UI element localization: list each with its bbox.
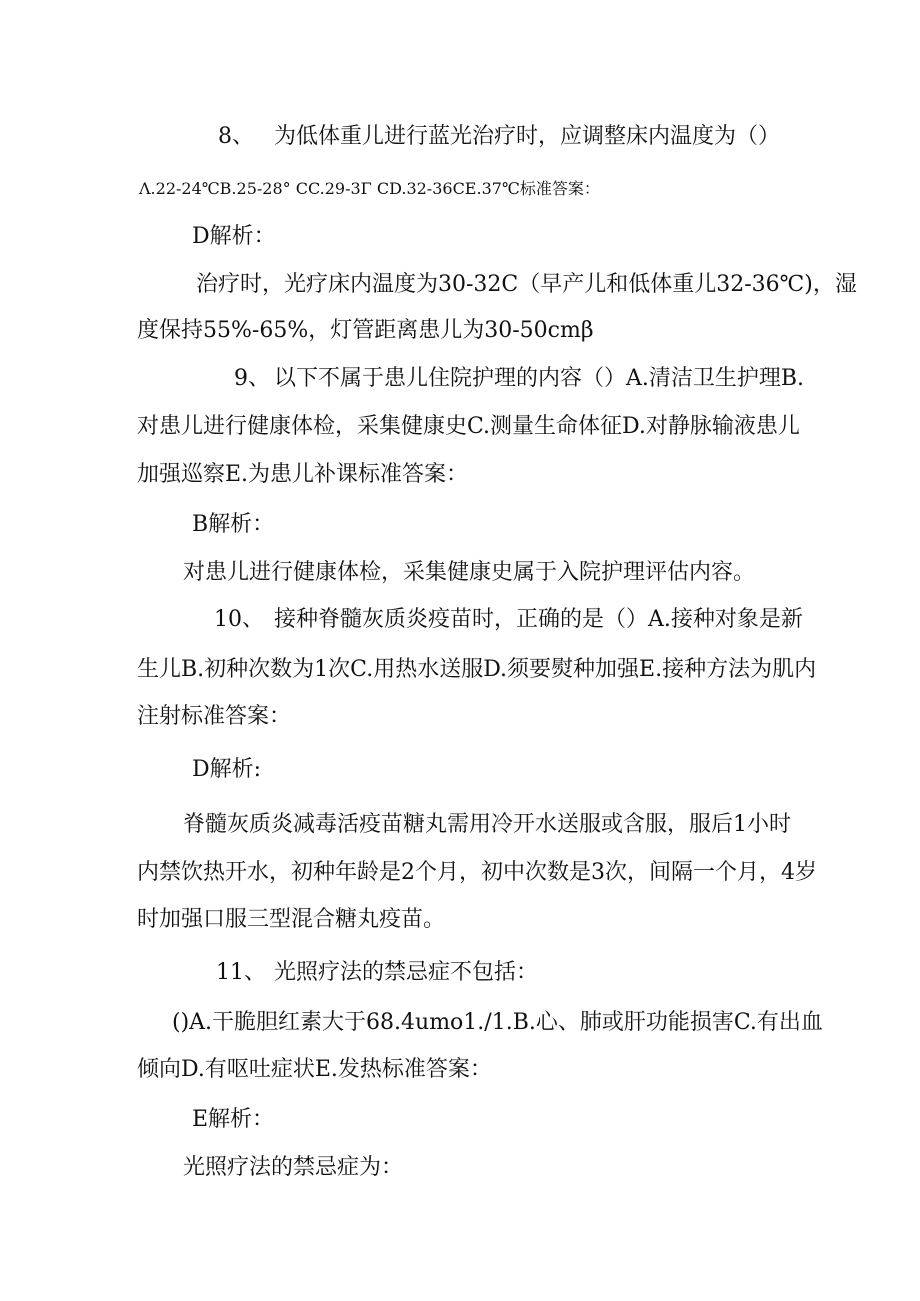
q11-explanation: 光照疗法的禁忌症为： bbox=[183, 1155, 404, 1180]
q8-answer: D解析： bbox=[192, 224, 276, 249]
q9-stem-line-1: 以下不属于患儿住院护理的内容（）A.清洁卫生护理B. bbox=[274, 366, 805, 391]
q11-stem: 光照疗法的禁忌症不包括： bbox=[274, 960, 539, 985]
q10-stem-line-3: 注射标准答案： bbox=[137, 704, 292, 729]
q8-options: Λ.22-24℃B.25-28° CC.29-3Γ CD.32-36CE.37℃标准答案： bbox=[139, 179, 600, 198]
q10-explanation-line-1: 脊髓灰质炎减毒活疫苗糖丸需用冷开水送服或含服，服后1小时 bbox=[183, 812, 791, 837]
q8-number: 8、 bbox=[218, 124, 254, 149]
q10-explanation-line-3: 时加强口服三型混合糖丸疫苗。 bbox=[137, 907, 446, 932]
q8-explanation-line-1: 治疗时，光疗床内温度为30-32C（早产儿和低体重儿32-36℃)，湿 bbox=[196, 272, 857, 297]
q9-number: 9、 bbox=[234, 366, 270, 391]
q10-stem-line-1: 接种脊髓灰质炎疫苗时，正确的是（）A.接种对象是新 bbox=[274, 607, 803, 632]
q9-answer: B解析： bbox=[192, 512, 275, 537]
q10-number: 10、 bbox=[214, 607, 264, 632]
q11-number: 11、 bbox=[216, 960, 266, 985]
q11-options-line-2: 倾向D.有呕吐症状E.发热标准答案： bbox=[137, 1057, 492, 1082]
q10-explanation-line-2: 内禁饮热开水，初种年龄是2个月，初中次数是3次，间隔一个月，4岁 bbox=[137, 860, 817, 885]
q9-stem-line-3: 加强巡察E.为患儿补课标准答案： bbox=[137, 462, 469, 487]
q9-stem-line-2: 对患儿进行健康体检，采集健康史C.测量生命体征D.对静脉输液患儿 bbox=[137, 414, 800, 439]
q10-stem-line-2: 生儿B.初种次数为1次C.用热水送服D.须要熨种加强E.接种方法为肌内 bbox=[137, 657, 817, 682]
q11-answer: E解析： bbox=[192, 1107, 275, 1132]
q9-explanation: 对患儿进行健康体检，采集健康史属于入院护理评估内容。 bbox=[183, 560, 756, 585]
q11-options-line-1: ()A.干脆胆红素大于68.4umo1./1.B.心、肺或肝功能损害C.有出血 bbox=[172, 1010, 823, 1035]
q8-stem: 为低体重儿进行蓝光治疗时，应调整床内温度为（） bbox=[274, 124, 781, 149]
q8-explanation-line-2: 度保持55%-65%，灯管距离患儿为30-50cmβ bbox=[137, 318, 594, 343]
q10-answer: D解析: bbox=[192, 757, 262, 782]
